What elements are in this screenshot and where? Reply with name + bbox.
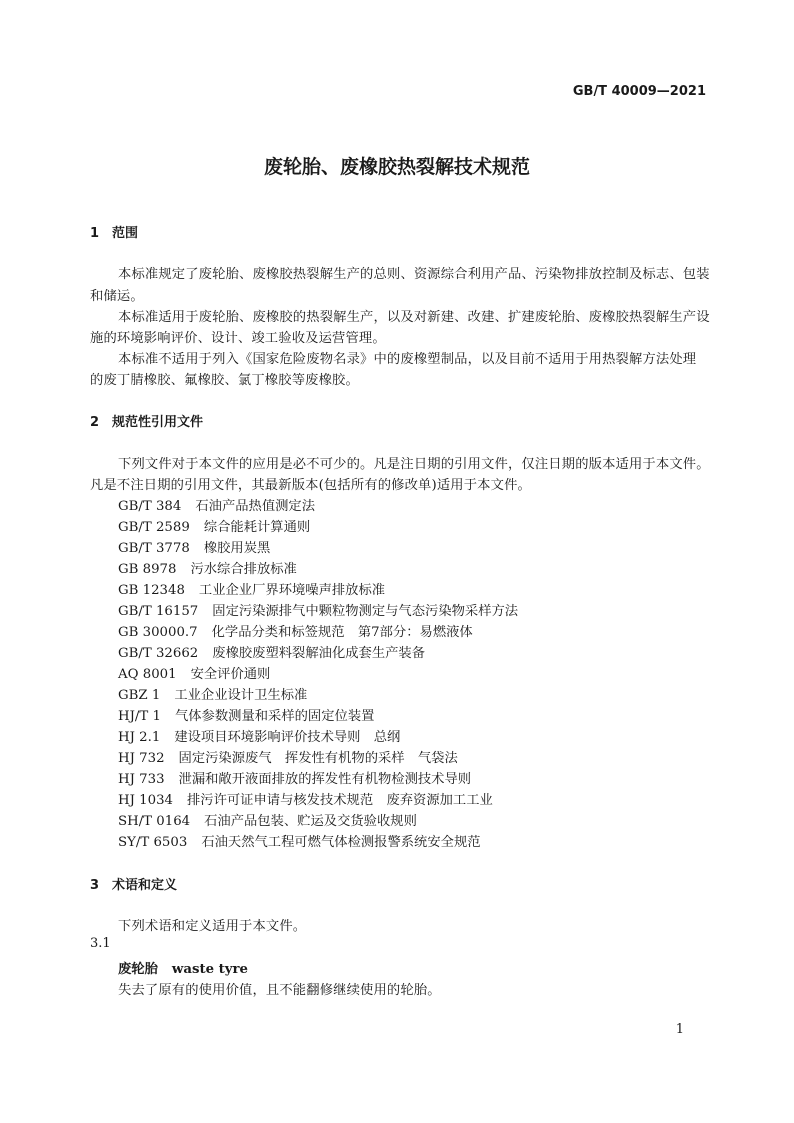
reference-code: HJ 732 xyxy=(118,751,165,766)
reference-name: 排污许可证申请与核发技术规范 废弃资源加工工业 xyxy=(187,793,493,808)
reference-item xyxy=(118,663,270,682)
reference-name: 建设项目环境影响评价技术导则 总纲 xyxy=(174,730,401,745)
term-definition: 失去了原有的使用价值，且不能翻修继续使用的轮胎。 xyxy=(118,983,441,998)
reference-item xyxy=(118,747,458,766)
reference-name: 气体参数测量和采样的固定位装置 xyxy=(174,709,375,724)
page-number: 1 xyxy=(675,1022,684,1037)
reference-code: GB/T 2589 xyxy=(118,520,190,535)
paragraph-line: 和储运。 xyxy=(90,289,144,304)
section-title: 范围 xyxy=(112,226,139,241)
paragraph-line: 本标准适用于废轮胎、废橡胶的热裂解生产，以及对新建、改建、扩建废轮胎、废橡胶热裂解生产设 xyxy=(118,310,710,325)
reference-name: 橡胶用炭黑 xyxy=(203,541,271,556)
reference-code: GB/T 3778 xyxy=(118,541,190,556)
reference-name: 石油产品包装、贮运及交货验收规则 xyxy=(204,814,417,829)
section-number: 3 xyxy=(90,878,100,893)
term-number: 3.1 xyxy=(90,936,111,951)
reference-code: SH/T 0164 xyxy=(118,814,191,829)
term-english: waste tyre xyxy=(171,962,249,977)
reference-item xyxy=(118,831,481,850)
reference-name: 固定污染源排气中颗粒物测定与气态污染物采样方法 xyxy=(212,604,519,619)
reference-code: GB/T 384 xyxy=(118,499,182,514)
reference-code: GB 30000.7 xyxy=(118,625,198,640)
reference-name: 石油产品热值测定法 xyxy=(195,499,316,514)
reference-name: 工业企业设计卫生标准 xyxy=(174,688,308,703)
section-number: 2 xyxy=(90,415,100,430)
section-2-heading xyxy=(90,411,203,430)
reference-code: GB 12348 xyxy=(118,583,185,598)
paragraph-line: 下列术语和定义适用于本文件。 xyxy=(118,919,307,934)
reference-name: 固定污染源废气 挥发性有机物的采样 气袋法 xyxy=(178,751,458,766)
reference-item xyxy=(118,768,471,787)
paragraph-line: 的废丁腈橡胶、氟橡胶、氯丁橡胶等废橡胶。 xyxy=(90,373,359,388)
reference-item xyxy=(118,600,518,619)
section-1-heading xyxy=(90,222,138,241)
document-title: 废轮胎、废橡胶热裂解技术规范 xyxy=(263,156,530,178)
reference-name: 综合能耗计算通则 xyxy=(203,520,311,535)
reference-name: 石油天然气工程可燃气体检测报警系统安全规范 xyxy=(201,835,481,850)
reference-name: 安全评价通则 xyxy=(190,667,271,682)
reference-item xyxy=(118,789,493,808)
term-heading xyxy=(118,958,248,977)
reference-name: 工业企业厂界环境噪声排放标准 xyxy=(198,583,386,598)
reference-name: 泄漏和敞开液面排放的挥发性有机物检测技术导则 xyxy=(178,772,472,787)
paragraph-line: 本标准不适用于列入《国家危险废物名录》中的废橡塑制品，以及目前不适用于用热裂解方法处理 xyxy=(118,352,697,367)
reference-code: SY/T 6503 xyxy=(118,835,188,850)
paragraph-line: 本标准规定了废轮胎、废橡胶热裂解生产的总则、资源综合利用产品、污染物排放控制及标志、包装 xyxy=(118,267,710,282)
reference-code: GB/T 16157 xyxy=(118,604,199,619)
standard-code: GB/T 40009—2021 xyxy=(572,84,706,99)
reference-code: AQ 8001 xyxy=(118,667,177,682)
reference-item xyxy=(118,705,374,724)
reference-item xyxy=(118,495,315,514)
reference-code: GB/T 32662 xyxy=(118,646,199,661)
reference-name: 化学品分类和标签规范 第7部分：易燃液体 xyxy=(211,625,473,640)
reference-code: GBZ 1 xyxy=(118,688,161,703)
reference-name: 污水综合排放标准 xyxy=(190,562,297,577)
reference-code: HJ 2.1 xyxy=(118,730,161,745)
reference-item xyxy=(118,726,400,745)
reference-code: HJ 733 xyxy=(118,772,165,787)
reference-item xyxy=(118,684,307,703)
section-title: 规范性引用文件 xyxy=(112,415,204,430)
term-chinese: 废轮胎 xyxy=(118,962,158,977)
reference-item xyxy=(118,579,385,598)
reference-item xyxy=(118,537,270,556)
reference-name: 废橡胶废塑料裂解油化成套生产装备 xyxy=(212,646,426,661)
section-title: 术语和定义 xyxy=(112,878,178,893)
reference-item xyxy=(118,810,417,829)
reference-item xyxy=(118,558,297,577)
reference-item xyxy=(118,621,473,640)
section-number: 1 xyxy=(90,226,100,241)
paragraph-line: 下列文件对于本文件的应用是必不可少的。凡是注日期的引用文件，仅注日期的版本适用于本文件。 xyxy=(118,457,710,472)
section-3-heading xyxy=(90,874,177,893)
reference-item xyxy=(118,642,425,661)
reference-code: GB 8978 xyxy=(118,562,177,577)
reference-code: HJ 1034 xyxy=(118,793,173,808)
reference-item xyxy=(118,516,310,535)
paragraph-line: 凡是不注日期的引用文件，其最新版本(包括所有的修改单)适用于本文件。 xyxy=(90,478,531,493)
paragraph-line: 施的环境影响评价、设计、竣工验收及运营管理。 xyxy=(90,331,386,346)
reference-code: HJ/T 1 xyxy=(118,709,161,724)
